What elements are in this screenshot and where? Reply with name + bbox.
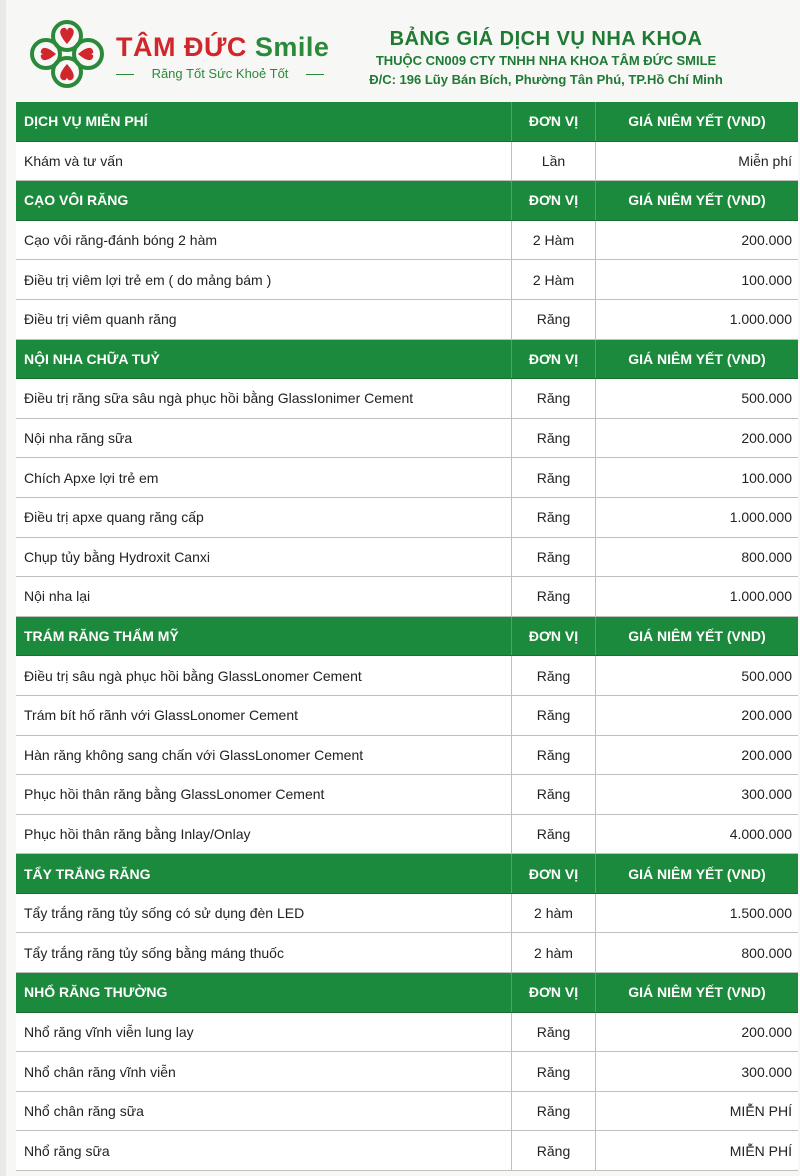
- service-price: 200.000: [741, 232, 792, 249]
- table-row: [16, 815, 798, 855]
- service-name: Trám bít hố rãnh với GlassLonomer Cement: [16, 696, 512, 735]
- service-unit: Răng: [512, 1092, 596, 1131]
- service-name: Điều trị viêm lợi trẻ em ( do mảng bám ): [16, 260, 512, 299]
- service-unit: Răng: [512, 1052, 596, 1091]
- service-price: 1.500.000: [729, 905, 792, 922]
- service-name: Nội nha lại: [16, 577, 512, 616]
- service-name: Nhổ răng vĩnh viễn lung lay: [16, 1013, 512, 1052]
- service-name: Điều trị răng sữa sâu ngà phục hồi bằng GlassIonimer Cement: [16, 379, 512, 418]
- service-unit: Răng: [512, 577, 596, 616]
- unit-header: ĐƠN VỊ: [512, 181, 596, 220]
- service-name: Điều trị sâu ngà phục hồi bằng GlassLonomer Cement: [16, 656, 512, 695]
- service-name: Nhổ chân răng sữa: [16, 1092, 512, 1131]
- service-name: Phục hồi thân răng bằng GlassLonomer Cement: [16, 775, 512, 814]
- service-unit: 2 Hàm: [512, 260, 596, 299]
- price-header: GIÁ NIÊM YẾT (VND): [628, 628, 766, 645]
- service-unit: Răng: [512, 815, 596, 854]
- section-header-row: [16, 102, 798, 142]
- service-price: 200.000: [741, 746, 792, 763]
- service-price: MIỄN PHÍ: [729, 1142, 792, 1159]
- service-name: Chụp tủy bằng Hydroxit Canxi: [16, 538, 512, 577]
- service-price: 1.000.000: [729, 311, 792, 328]
- price-header: GIÁ NIÊM YẾT (VND): [628, 192, 766, 209]
- unit-header: ĐƠN VỊ: [512, 617, 596, 656]
- clover-heart-logo-icon: [22, 18, 112, 90]
- table-row: [16, 696, 798, 736]
- unit-header: ĐƠN VỊ: [512, 854, 596, 893]
- header: [6, 0, 800, 100]
- service-price: MIỄN PHÍ: [729, 1103, 792, 1120]
- unit-header: ĐƠN VỊ: [512, 102, 596, 141]
- service-price: Miễn phí: [738, 152, 792, 169]
- service-unit: Răng: [512, 775, 596, 814]
- price-header: GIÁ NIÊM YẾT (VND): [628, 113, 766, 130]
- price-table: [16, 102, 798, 1171]
- service-name: Điều trị viêm quanh răng: [16, 300, 512, 339]
- price-sheet: [6, 0, 800, 1176]
- table-row: [16, 736, 798, 776]
- service-unit: 2 hàm: [512, 894, 596, 933]
- service-unit: Răng: [512, 379, 596, 418]
- service-name: Phục hồi thân răng bằng Inlay/Onlay: [16, 815, 512, 854]
- section-header-row: [16, 617, 798, 657]
- service-unit: Răng: [512, 538, 596, 577]
- section-title: CẠO VÔI RĂNG: [16, 181, 512, 220]
- section-title: TẨY TRẮNG RĂNG: [16, 854, 512, 893]
- service-unit: Lần: [512, 142, 596, 181]
- section-title: TRÁM RĂNG THẨM MỸ: [16, 617, 512, 656]
- slogan: Răng Tốt Sức Khoẻ Tốt: [116, 66, 324, 81]
- service-price: 200.000: [741, 707, 792, 724]
- table-row: [16, 775, 798, 815]
- price-header: GIÁ NIÊM YẾT (VND): [628, 350, 766, 367]
- price-header: GIÁ NIÊM YẾT (VND): [628, 984, 766, 1001]
- service-unit: 2 Hàm: [512, 221, 596, 260]
- table-row: [16, 1131, 798, 1171]
- service-name: Nhổ răng sữa: [16, 1131, 512, 1170]
- page-title: BẢNG GIÁ DỊCH VỤ NHA KHOA: [389, 28, 703, 50]
- service-name: Khám và tư vấn: [16, 142, 512, 181]
- service-name: Hàn răng không sang chấn với GlassLonomer Cement: [16, 736, 512, 775]
- table-row: [16, 142, 798, 182]
- table-row: [16, 221, 798, 261]
- service-name: Điều trị apxe quang răng cấp: [16, 498, 512, 537]
- service-unit: Răng: [512, 736, 596, 775]
- section-title: NỘI NHA CHỮA TUỶ: [16, 340, 512, 379]
- service-unit: Răng: [512, 300, 596, 339]
- table-row: [16, 498, 798, 538]
- service-price: 100.000: [741, 469, 792, 486]
- company-line: THUỘC CN009 CTY TNHH NHA KHOA TÂM ĐỨC SMILE: [375, 53, 717, 68]
- section-header-row: [16, 340, 798, 380]
- service-price: 500.000: [741, 667, 792, 684]
- section-header-row: [16, 854, 798, 894]
- section-title: NHỔ RĂNG THƯỜNG: [16, 973, 512, 1012]
- service-price: 4.000.000: [729, 825, 792, 842]
- service-name: Nhổ chân răng vĩnh viễn: [16, 1052, 512, 1091]
- service-price: 800.000: [741, 548, 792, 565]
- service-unit: Răng: [512, 696, 596, 735]
- service-unit: Răng: [512, 458, 596, 497]
- service-price: 1.000.000: [729, 588, 792, 605]
- service-unit: Răng: [512, 1013, 596, 1052]
- service-name: Cạo vôi răng-đánh bóng 2 hàm: [16, 221, 512, 260]
- table-row: [16, 300, 798, 340]
- table-row: [16, 458, 798, 498]
- section-header-row: [16, 181, 798, 221]
- table-row: [16, 260, 798, 300]
- table-row: [16, 933, 798, 973]
- unit-header: ĐƠN VỊ: [512, 973, 596, 1012]
- service-unit: Răng: [512, 419, 596, 458]
- service-name: Nội nha răng sữa: [16, 419, 512, 458]
- service-price: 100.000: [741, 271, 792, 288]
- service-unit: Răng: [512, 656, 596, 695]
- service-price: 200.000: [741, 1023, 792, 1040]
- service-price: 300.000: [741, 786, 792, 803]
- table-row: [16, 538, 798, 578]
- service-unit: Răng: [512, 498, 596, 537]
- service-unit: 2 hàm: [512, 933, 596, 972]
- price-header: GIÁ NIÊM YẾT (VND): [628, 865, 766, 882]
- service-name: Chích Apxe lợi trẻ em: [16, 458, 512, 497]
- address-line: Đ/C: 196 Lũy Bán Bích, Phường Tân Phú, TP.Hồ Chí Minh: [369, 72, 723, 87]
- table-row: [16, 1052, 798, 1092]
- table-row: [16, 577, 798, 617]
- table-row: [16, 894, 798, 934]
- service-unit: Răng: [512, 1131, 596, 1170]
- service-name: Tẩy trắng răng tủy sống bằng máng thuốc: [16, 933, 512, 972]
- table-row: [16, 656, 798, 696]
- service-price: 300.000: [741, 1063, 792, 1080]
- table-row: [16, 379, 798, 419]
- unit-header: ĐƠN VỊ: [512, 340, 596, 379]
- service-price: 500.000: [741, 390, 792, 407]
- service-price: 800.000: [741, 944, 792, 961]
- service-name: Tẩy trắng răng tủy sống có sử dụng đèn LED: [16, 894, 512, 933]
- brand-red: TÂM ĐỨC: [116, 32, 247, 62]
- table-row: [16, 1092, 798, 1132]
- table-row: [16, 1013, 798, 1053]
- section-title: DỊCH VỤ MIỄN PHÍ: [16, 102, 512, 141]
- brand-green: Smile: [254, 32, 330, 62]
- service-price: 200.000: [741, 430, 792, 447]
- section-header-row: [16, 973, 798, 1013]
- service-price: 1.000.000: [729, 509, 792, 526]
- brand-name: [116, 32, 329, 63]
- table-row: [16, 419, 798, 459]
